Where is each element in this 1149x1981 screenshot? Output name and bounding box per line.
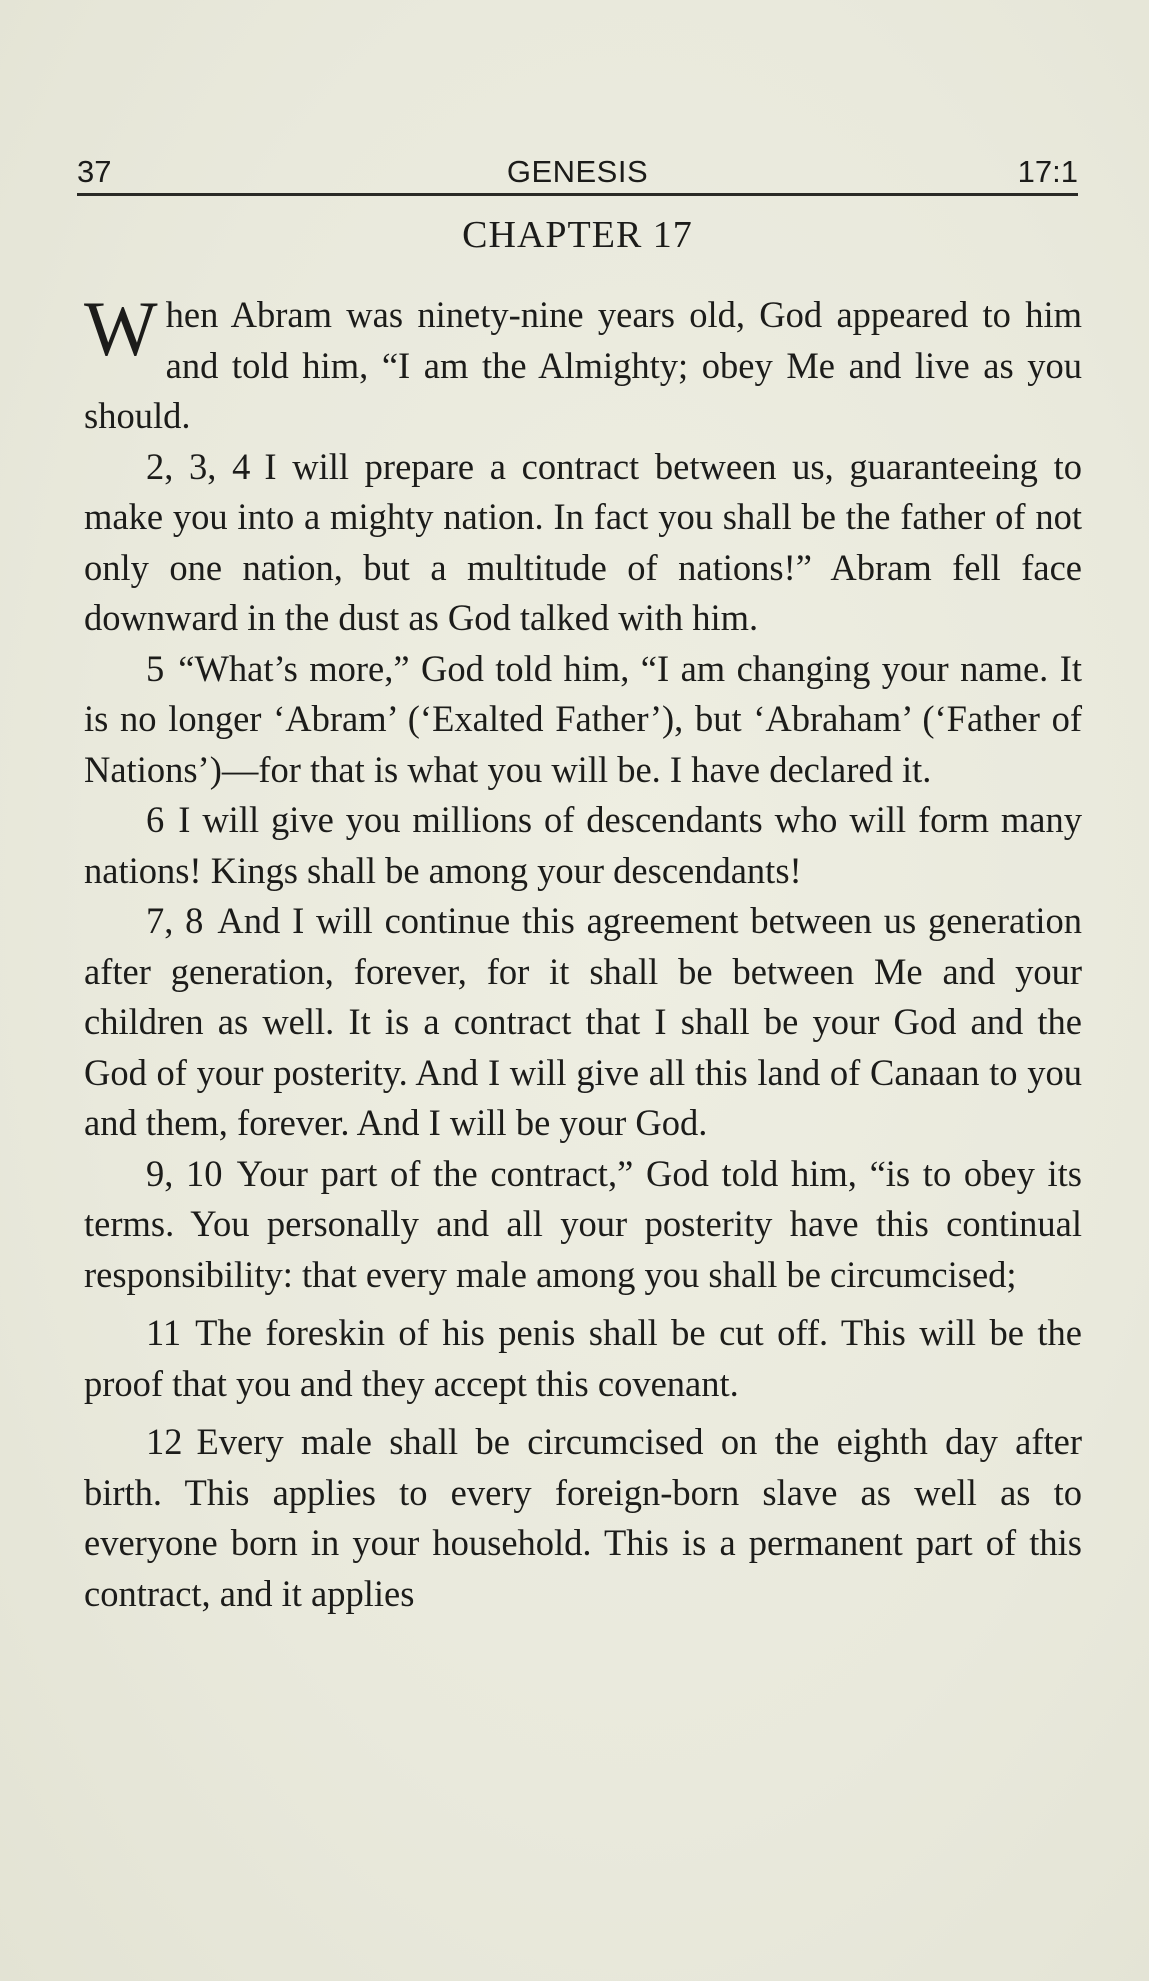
verse-text: I will prepare a contract between us, guaranteeing to make you into a mighty nation. In fact you shall be the father of not only one nation, but a multitude of nations!” Abram fell face downward in the dust as God talked with him.: [84, 445, 1082, 638]
drop-cap: W: [84, 285, 158, 372]
verse-12: [84, 1417, 1082, 1619]
verse-text: The foreskin of his penis shall be cut off. This will be the proof that you and they accept this covenant.: [84, 1312, 1082, 1404]
verse-text: Your part of the contract,” God told him, “is to obey its terms. You personally and all your posterity have this continual responsibility: that every male among you shall be circumcised;: [84, 1152, 1082, 1295]
verse-number: 5: [146, 647, 165, 689]
verse-number: 7, 8: [146, 900, 204, 941]
verse-5: [84, 644, 1082, 796]
verse-7-8: [84, 896, 1082, 1149]
chapter-verse-reference: 17:1: [1017, 154, 1078, 189]
verse-text: “What’s more,” God told him, “I am changing your name. It is no longer ‘Abram’ (‘Exalted Father’), but ‘Abraham’ (‘Father of Nations’)—for that is what you will be. I have declared it.: [84, 647, 1082, 790]
verse-text: I will give you millions of descendants who will form many nations! Kings shall be among your descendants!: [84, 799, 1082, 891]
chapter-title: CHAPTER 17: [462, 214, 693, 256]
verse-number: 9, 10: [146, 1152, 223, 1194]
running-header: [77, 150, 1078, 194]
page-number: 37: [77, 154, 112, 189]
verse-6: [84, 795, 1082, 896]
verse-number: 6: [146, 799, 165, 840]
verse-text: Every male shall be circumcised on the eighth day after birth. This applies to every foreign-born slave as well as to everyone born in your household. This is a permanent part of this contract, and it applies: [84, 1421, 1082, 1614]
verse-text: And I will continue this agreement between us generation after generation, forever, for it shall be between Me and your children as well. It is a contract that I shall be your God and the God of your posterity. And I will give all this land of Canaan to you and them, forever. And I will be your God.: [84, 900, 1083, 1143]
body-text: [84, 285, 1083, 1619]
verse-2-4: [84, 442, 1082, 644]
verse-number: 2, 3, 4: [146, 445, 251, 487]
book-title: GENESIS: [506, 154, 649, 189]
verse-text: hen Abram was ninety-nine years old, God appeared to him and told him, “I am the Almighty; obey Me and live as you should.: [84, 294, 1082, 436]
header-rule: [77, 193, 1078, 196]
verse-number: 12: [146, 1421, 183, 1462]
verse-9-10: [84, 1149, 1082, 1301]
verse-number: 11: [146, 1312, 182, 1353]
verse-11: [84, 1308, 1082, 1409]
verse-1: [84, 285, 1082, 442]
